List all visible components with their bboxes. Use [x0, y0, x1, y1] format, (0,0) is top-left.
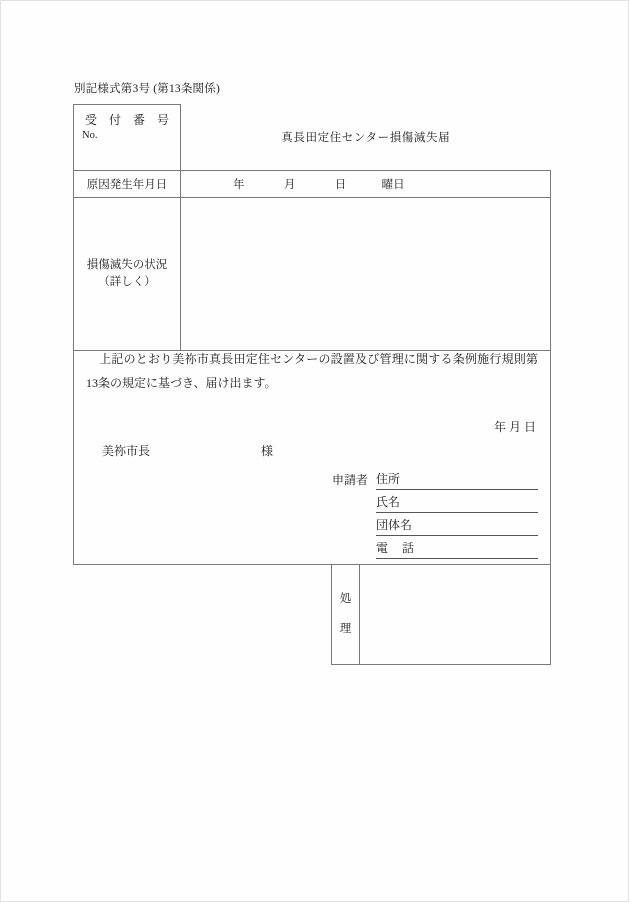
processing-section [331, 565, 551, 665]
telephone-char-2: 話 [402, 541, 415, 555]
applicant-field-list [376, 470, 538, 559]
receipt-char-3: 番 [132, 113, 145, 127]
statement-body: 上記のとおり美祢市真長田定住センターの設置及び管理に関する条例施行規則第13条の規定に基づき、届け出ます。 [86, 352, 538, 390]
submission-date-line[interactable] [494, 418, 536, 435]
telephone-char-1: 電 [376, 541, 389, 555]
submit-month-label: 月 [508, 420, 521, 434]
submit-day-label: 日 [523, 420, 536, 434]
cause-year-label: 年 [233, 179, 245, 191]
receipt-number-label [82, 111, 172, 128]
receipt-char-2: 付 [108, 113, 121, 127]
cause-month-label: 月 [283, 179, 296, 191]
applicant-organization-label: 団体名 [376, 518, 413, 532]
applicant-field-address[interactable] [376, 470, 538, 490]
processing-char-1: 処 [339, 592, 352, 605]
applicant-field-full-name[interactable] [376, 493, 538, 513]
applicant-telephone-label [376, 539, 414, 557]
processing-input-cell[interactable] [360, 565, 550, 664]
applicant-field-telephone[interactable] [376, 539, 538, 559]
applicant-full-name-label: 氏名 [376, 495, 401, 509]
page-title: 真長田定住センター損傷滅失届 [281, 132, 451, 145]
damage-status-label-line1: 損傷滅失の状況 [86, 259, 168, 272]
applicant-label: 申請者 [332, 473, 369, 487]
cause-weekday-label: 曜日 [381, 179, 405, 191]
table-row-receipt [74, 105, 551, 171]
receipt-no-label: No. [82, 130, 98, 141]
damage-status-label-line2: （詳しく） [98, 276, 156, 288]
submit-year-label: 年 [493, 420, 506, 434]
receipt-char-4: 号 [156, 113, 169, 127]
cause-date-placeholders [233, 176, 405, 192]
processing-label [332, 565, 360, 664]
damage-status-input-cell[interactable] [181, 198, 551, 351]
statement-section [73, 337, 551, 565]
table-row-damage-status [74, 198, 551, 351]
form-number-caption: 別記様式第3号 (第13条関係) [74, 83, 220, 95]
receipt-number-label-cell [74, 105, 181, 171]
damage-status-label [74, 198, 181, 351]
applicant-address-label: 住所 [376, 472, 401, 486]
addressee-name: 美祢市長 [102, 444, 151, 458]
applicant-block [332, 470, 538, 559]
addressee-line [102, 442, 273, 459]
applicant-field-organization[interactable] [376, 516, 538, 536]
document-title-cell [181, 105, 551, 171]
addressee-honorific: 様 [261, 444, 274, 458]
receipt-char-1: 受 [85, 113, 98, 127]
cause-day-label: 日 [334, 179, 347, 191]
table-row-cause-date [74, 171, 551, 198]
cause-date-input-cell[interactable] [181, 171, 551, 198]
header-table [73, 104, 551, 351]
cause-date-label: 原因発生年月日 [74, 171, 181, 198]
processing-char-2: 理 [339, 622, 352, 635]
